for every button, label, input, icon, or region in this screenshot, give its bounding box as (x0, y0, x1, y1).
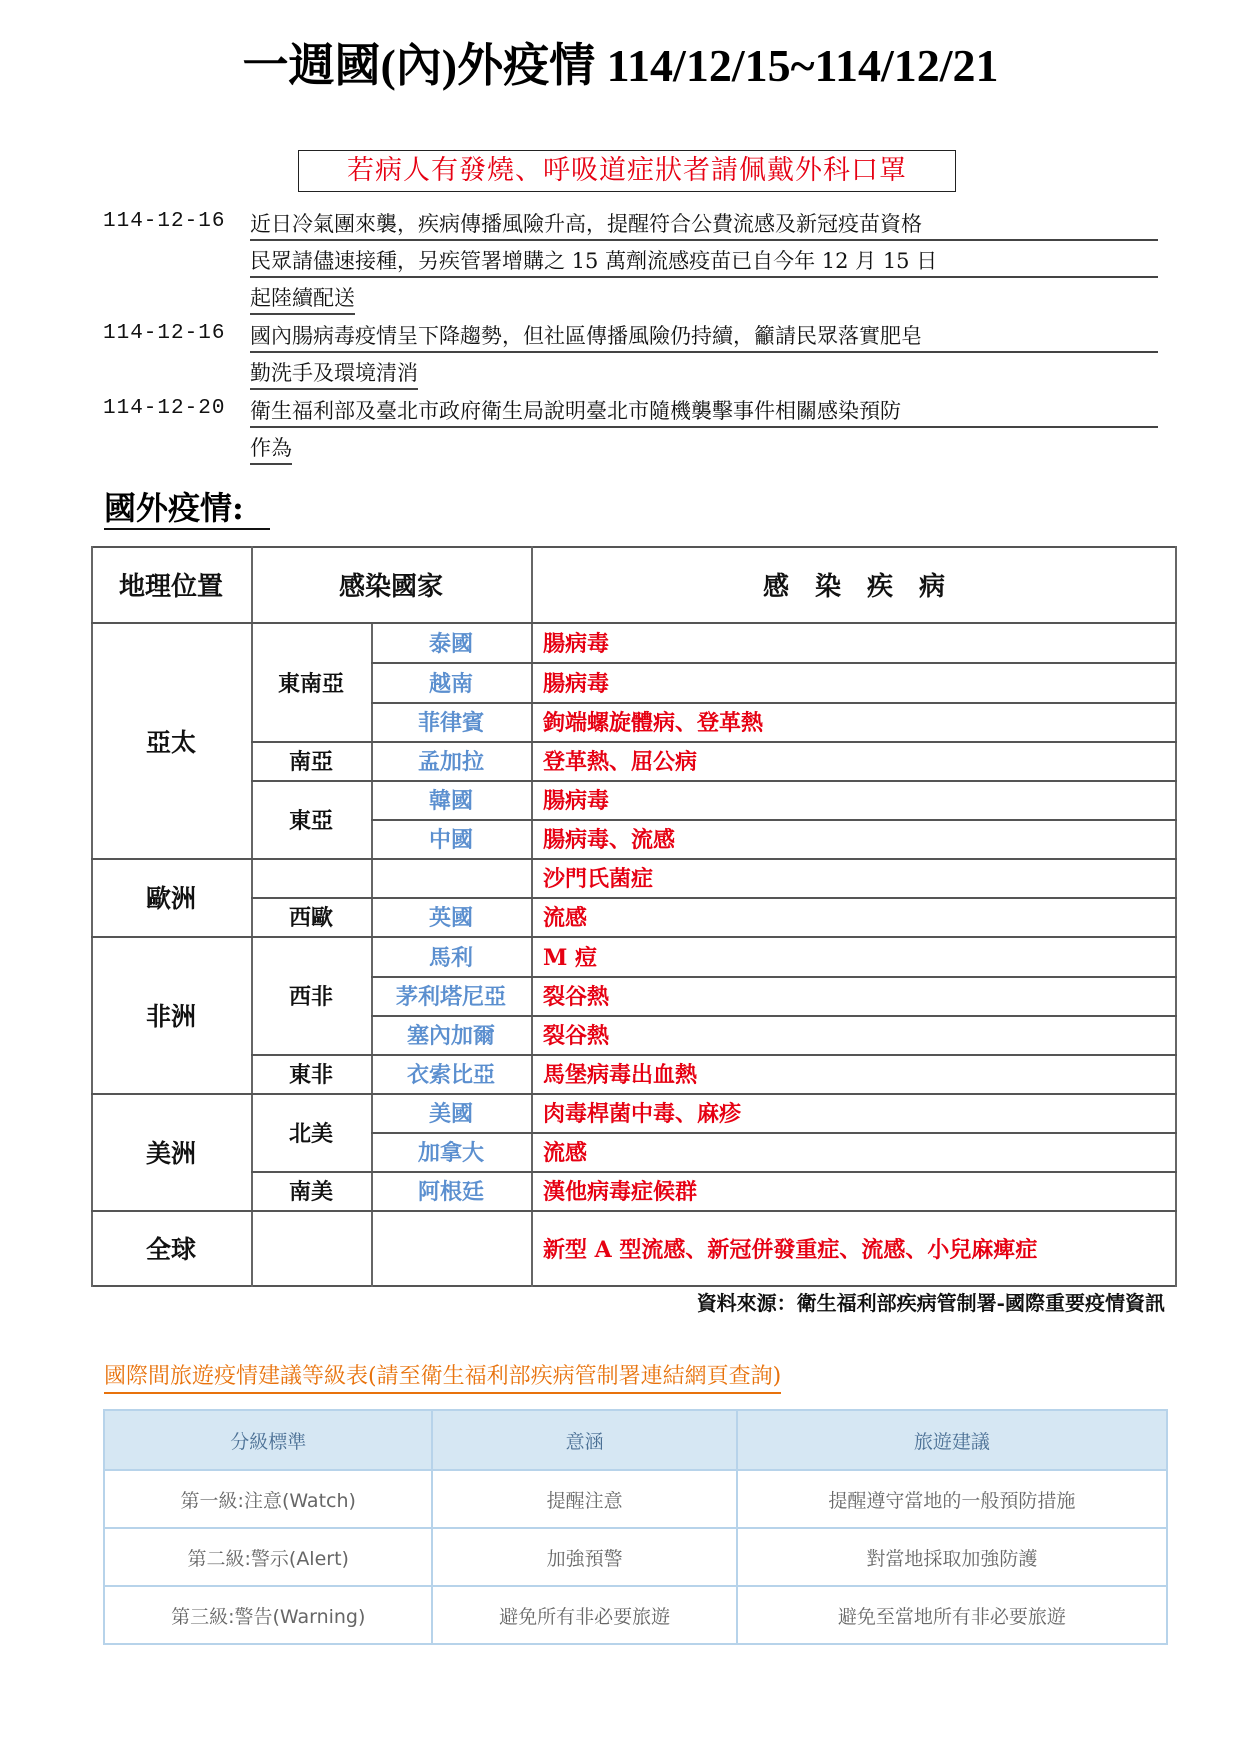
subregion-west-africa: 西非 (288, 983, 333, 1010)
country-cell: 韓國 (428, 788, 473, 814)
country-cell: 阿根廷 (417, 1179, 484, 1205)
news-date: 114-12-20 (103, 397, 226, 420)
news-text-line[interactable]: 起陸續配送 (250, 283, 355, 315)
disease-cell: 腸病毒、流感 (543, 827, 676, 853)
level-cell: 第一級:注意(Watch) (104, 1470, 432, 1528)
subregion-southeast-asia: 東南亞 (277, 670, 344, 697)
mask-notice: 若病人有發燒、呼吸道症狀者請佩戴外科口罩 (298, 150, 956, 192)
region-asia-pacific: 亞太 (145, 727, 196, 757)
foreign-epidemic-heading: 國外疫情: (104, 488, 270, 530)
country-cell: 加拿大 (417, 1140, 484, 1166)
disease-cell: 登革熱、屈公病 (543, 749, 698, 775)
header-meaning: 意涵 (432, 1410, 736, 1470)
country-cell (371, 858, 531, 897)
table-row (104, 1586, 1167, 1644)
disease-cell: 沙門氏菌症 (543, 866, 654, 892)
meaning-cell: 避免所有非必要旅遊 (432, 1586, 736, 1644)
table-header-row (104, 1410, 1167, 1470)
meaning-cell: 加強預警 (432, 1528, 736, 1586)
level-cell: 第二級:警示(Alert) (104, 1528, 432, 1586)
disease-cell: 流感 (543, 1140, 588, 1166)
disease-cell: 鉤端螺旋體病、登革熱 (543, 710, 764, 736)
country-cell: 塞內加爾 (406, 1023, 495, 1049)
disease-cell: 漢他病毒症候群 (543, 1179, 698, 1205)
subregion-north-america: 北美 (288, 1120, 333, 1147)
advice-cell: 對當地採取加強防護 (737, 1528, 1167, 1586)
region-americas: 美洲 (145, 1138, 196, 1168)
news-text-line[interactable]: 民眾請儘速接種，另疾管署增購之 15 萬劑流感疫苗已自今年 12 月 15 日 (250, 246, 1158, 278)
country-cell: 茅利塔尼亞 (395, 984, 506, 1010)
country-cell (371, 1210, 531, 1286)
header-advice: 旅遊建議 (737, 1410, 1167, 1470)
header-country: 感染國家 (338, 572, 443, 602)
disease-cell: 流感 (543, 905, 588, 931)
table-row (104, 1470, 1167, 1528)
disease-cell: 腸病毒 (543, 788, 610, 814)
country-cell: 孟加拉 (417, 749, 484, 775)
news-date: 114-12-16 (103, 210, 226, 233)
page-title: 一週國(內)外疫情 114/12/15~114/12/21 (242, 40, 999, 91)
meaning-cell: 提醒注意 (432, 1470, 736, 1528)
region-global: 全球 (145, 1235, 196, 1264)
subregion-south-america: 南美 (288, 1179, 333, 1205)
news-text-line[interactable]: 作為 (250, 433, 292, 465)
country-cell: 美國 (428, 1101, 473, 1127)
table-row (104, 1528, 1167, 1586)
subregion-east-asia: 東亞 (288, 807, 333, 834)
disease-cell: M 痘 (543, 944, 598, 971)
disease-cell: 馬堡病毒出血熱 (543, 1062, 698, 1088)
disease-cell: 新型 A 型流感、新冠併發重症、流感、小兒麻痺症 (543, 1236, 1038, 1263)
country-cell: 英國 (428, 905, 473, 931)
subregion-east-africa: 東非 (288, 1062, 333, 1088)
country-cell: 衣索比亞 (406, 1062, 495, 1088)
header-disease: 感 染 疾 病 (762, 572, 945, 602)
news-date: 114-12-16 (103, 322, 226, 345)
country-cell: 越南 (428, 670, 473, 697)
disease-cell: 肉毒桿菌中毒、麻疹 (543, 1101, 742, 1127)
news-text-line[interactable]: 近日冷氣團來襲，疾病傳播風險升高，提醒符合公費流感及新冠疫苗資格 (250, 209, 1158, 241)
region-europe: 歐洲 (145, 884, 196, 913)
header-level: 分級標準 (104, 1410, 432, 1470)
advice-cell: 提醒遵守當地的一般預防措施 (737, 1470, 1167, 1528)
news-text-line[interactable]: 衛生福利部及臺北市政府衛生局說明臺北市隨機襲擊事件相關感染預防 (250, 396, 1158, 428)
disease-cell: 裂谷熱 (543, 1023, 610, 1049)
disease-cell: 腸病毒 (543, 670, 610, 697)
data-source: 資料來源：衛生福利部疾病管制署-國際重要疫情資訊 (696, 1291, 1165, 1315)
country-cell: 菲律賓 (417, 710, 484, 736)
disease-cell: 腸病毒 (543, 631, 610, 657)
news-text-line[interactable]: 國內腸病毒疫情呈下降趨勢，但社區傳播風險仍持續，籲請民眾落實肥皂 (250, 321, 1158, 353)
foreign-epidemic-table (91, 546, 1177, 1287)
news-text-line[interactable]: 勤洗手及環境清消 (250, 358, 418, 390)
travel-advisory-table (103, 1409, 1168, 1645)
subregion-western-europe: 西歐 (288, 905, 333, 931)
disease-cell: 裂谷熱 (543, 984, 610, 1010)
travel-advisory-link[interactable]: 國際間旅遊疫情建議等級表(請至衛生福利部疾病管制署連結網頁查詢) (104, 1362, 781, 1394)
level-cell: 第三級:警告(Warning) (104, 1586, 432, 1644)
country-cell: 馬利 (428, 944, 473, 971)
country-cell: 中國 (428, 827, 473, 853)
country-cell: 泰國 (428, 631, 473, 657)
header-location: 地理位置 (118, 572, 223, 602)
advice-cell: 避免至當地所有非必要旅遊 (737, 1586, 1167, 1644)
subregion-south-asia: 南亞 (288, 749, 333, 775)
region-africa: 非洲 (145, 1001, 196, 1031)
